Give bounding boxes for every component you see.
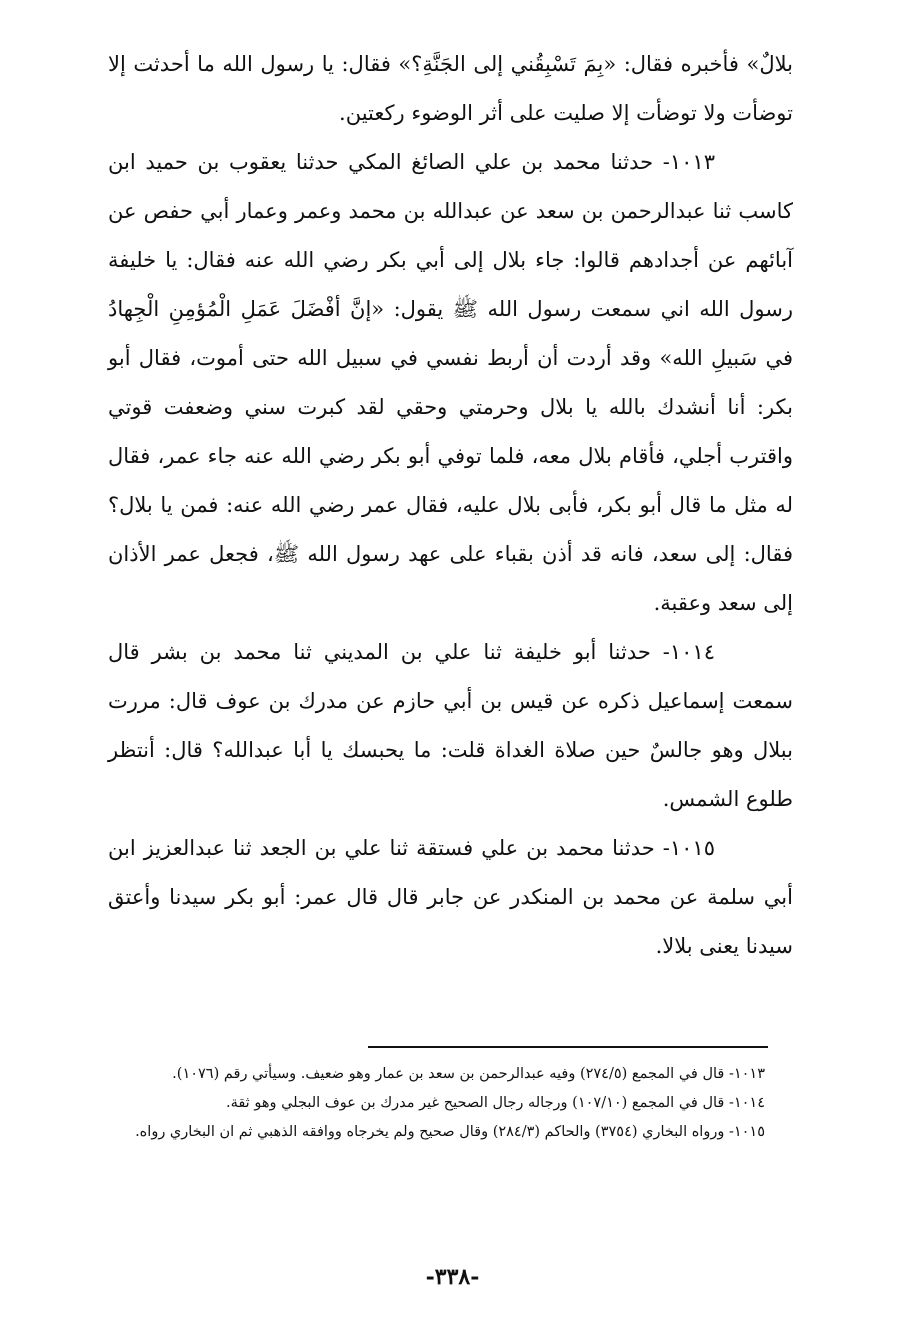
footnote-1013: ١٠١٣- قال في المجمع (٢٧٤/٥) وفيه عبدالرحمن بن سعد بن عمار وهو ضعيف. وسيأتي رقم (١٠٧٦).: [172, 1066, 765, 1082]
footnote-1015: ١٠١٥- ورواه البخاري (٣٧٥٤) والحاكم (٢٨٤/٣) وقال صحيح ولم يخرجاه ووافقه الذهبي ثم ان البخاري رواه.: [135, 1124, 765, 1140]
hadith-1015: ١٠١٥- حدثنا محمد بن علي فستقة ثنا علي بن الجعد ثنا عبدالعزيز ابن أبي سلمة عن محمد بن المنكدر عن جابر قال قال عمر: أبو بكر سيدنا وأعتق سيدنا يعنى بلالا.: [108, 836, 793, 958]
hadith-1014: ١٠١٤- حدثنا أبو خليفة ثنا علي بن المديني ثنا محمد بن بشر قال سمعت إسماعيل ذكره عن قيس بن أبي حازم عن مدرك بن عوف قال: مررت ببلال وهو جالسٌ حين صلاة الغداة قلت: ما يحبسك يا أبا عبدالله؟ قال: أنتظر طلوع الشمس.: [108, 640, 793, 811]
paragraph-continuation: بلالٌ» فأخبره فقال: «بِمَ تَسْبِقُني إلى الجَنَّةِ؟» فقال: يا رسول الله ما أحدثت إلا توضأت ولا توضأت إلا صليت على أثر الوضوء ركعتين.: [108, 52, 793, 125]
page-number: -٣٣٨-: [425, 1264, 480, 1290]
footnote-1014: ١٠١٤- قال في المجمع (١٠٧/١٠) ورجاله رجال الصحيح غير مدرك بن عوف البجلي وهو ثقة.: [225, 1095, 765, 1111]
footnotes: [108, 1062, 765, 1149]
footnote-separator: [368, 1046, 768, 1048]
main-text: [108, 40, 793, 971]
hadith-1013: ١٠١٣- حدثنا محمد بن علي الصائغ المكي حدثنا يعقوب بن حميد ابن كاسب ثنا عبدالرحمن بن سعد عن عبدالله بن محمد وعمر وعمار أبي حفص عن آبائهم عن أجدادهم قالوا: جاء بلال إلى أبي بكر رضي الله عنه فقال: يا خليفة رسول الله اني سمعت رسول الله ﷺ يقول: «إنَّ أفْضَلَ عَمَلِ الْمُؤمِنِ الْجِهادُ في سَبيلِ الله» وقد أردت أن أربط نفسي في سبيل الله حتى أموت، فقال أبو بكر: أنا أنشدك بالله يا بلال وحرمتي وحقي لقد كبرت سني وضعفت قوتي واقترب أجلي، فأقام بلال معه، فلما توفي أبو بكر رضي الله عنه جاء عمر، فقال له مثل ما قال أبو بكر، فأبى بلال عليه، فقال عمر رضي الله عنه: فمن يا بلال؟ فقال: إلى سعد، فانه قد أذن بقباء على عهد رسول الله ﷺ، فجعل عمر الأذان إلى سعد وعقبة.: [108, 150, 793, 615]
